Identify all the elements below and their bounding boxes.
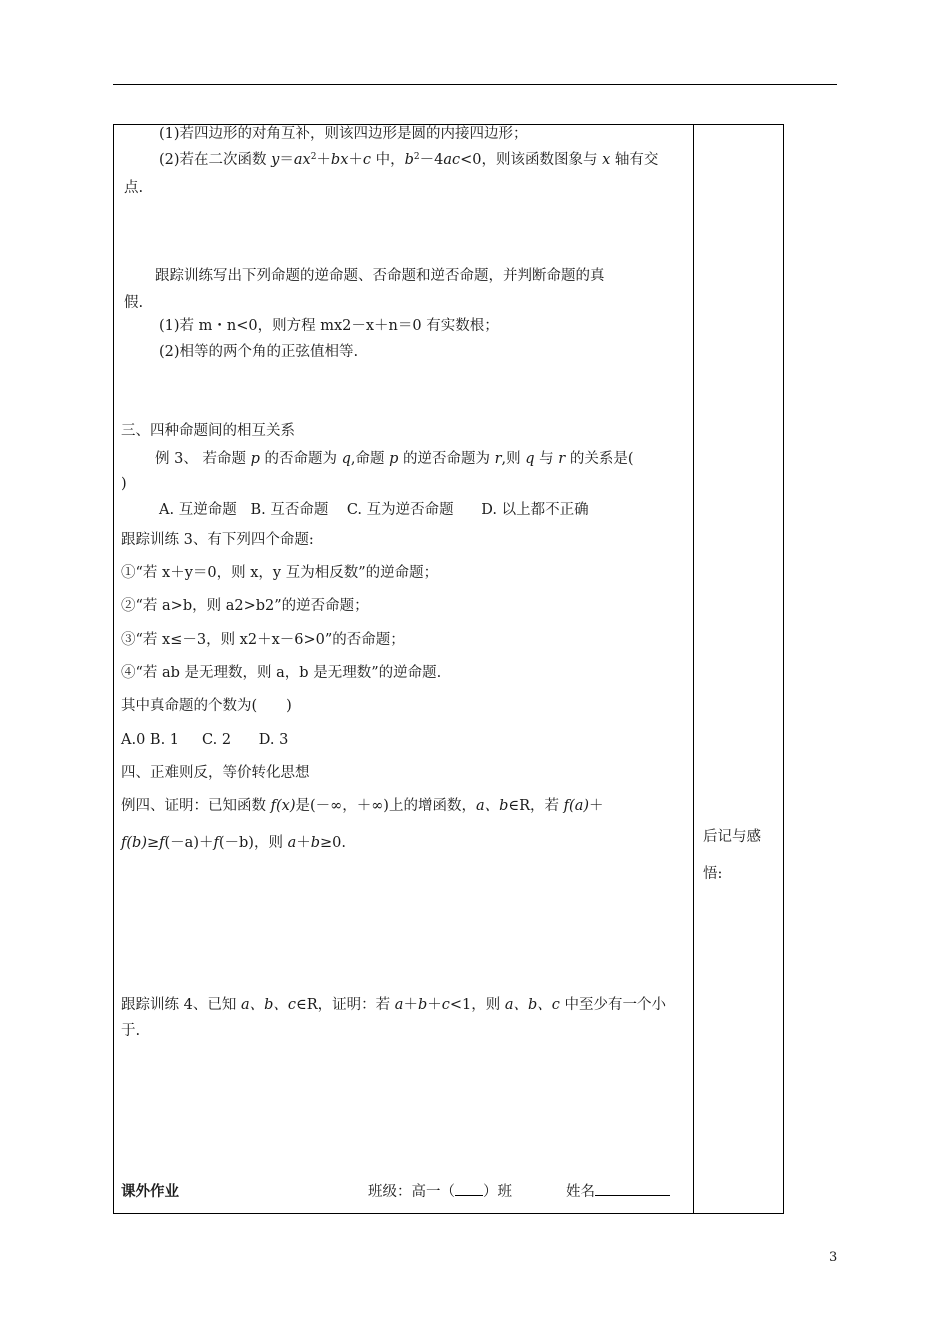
example-4-cont: f(b)≥f(－a)＋f(－b)，则 a＋b≥0. bbox=[121, 835, 347, 851]
tracking-1-item-1: (1)若 m・n<0，则方程 mx2－x＋n＝0 有实数根； bbox=[159, 318, 499, 334]
tracking-3-question: 其中真命题的个数为( ) bbox=[121, 698, 292, 714]
tracking-3-item-1: ①“若 x＋y＝0，则 x，y 互为相反数”的逆命题； bbox=[121, 565, 439, 581]
homework-label: 课外作业 bbox=[121, 1183, 179, 1200]
sidebar-notes-line-2: 悟: bbox=[703, 866, 723, 882]
tracking-1-prompt: 跟踪训练写出下列命题的逆命题、否命题和逆否命题，并判断命题的真 bbox=[155, 268, 605, 284]
class-blank bbox=[455, 1195, 483, 1196]
tracking-3-item-4: ④“若 ab 是无理数，则 a，b 是无理数”的逆命题. bbox=[121, 665, 442, 681]
question-1: (1)若四边形的对角互补，则该四边形是圆的内接四边形； bbox=[159, 126, 528, 142]
question-2: (2)若在二次函数 $y=ax^2+bx+c$ 中，$b^2-4ac<0$，则该函数图象与 x 轴有交 bbox=[159, 152, 659, 168]
class-field: 班级：高一（ ）班 bbox=[368, 1184, 512, 1200]
example-3: 例 3、 若命题 p 的否命题为 q,命题 p 的逆否命题为 r,则 q 与 r 的关系是( bbox=[155, 451, 634, 467]
tracking-3-options: A.0 B. 1 C. 2 D. 3 bbox=[121, 732, 289, 748]
example-4: 例四、证明：已知函数 f(x)是(－∞，＋∞)上的增函数，a、b∈R，若 f(a)＋ bbox=[121, 798, 604, 814]
column-divider bbox=[693, 124, 694, 1214]
tracking-3-item-2: ②“若 a>b，则 a2>b2”的逆否命题； bbox=[121, 598, 369, 614]
tracking-3-item-3: ③“若 x≤－3，则 x2＋x－6>0”的否命题； bbox=[121, 632, 405, 648]
tracking-4-cont: 于. bbox=[121, 1023, 141, 1039]
tracking-4: 跟踪训练 4、已知 a、b、c∈R，证明：若 a＋b＋c<1，则 a、b、c 中至少有一个小 bbox=[121, 997, 667, 1013]
section-4-title: 四、正难则反，等价转化思想 bbox=[121, 765, 310, 781]
name-blank bbox=[595, 1195, 670, 1196]
tracking-1-item-2: (2)相等的两个角的正弦值相等. bbox=[159, 344, 359, 360]
tracking-1-prompt-cont: 假. bbox=[124, 295, 144, 311]
header-rule bbox=[113, 84, 837, 85]
question-2-cont: 点. bbox=[124, 180, 144, 196]
name-field: 姓名 bbox=[566, 1183, 670, 1201]
example-3-cont: ) bbox=[121, 476, 127, 492]
section-3-title: 三、四种命题间的相互关系 bbox=[121, 423, 295, 439]
tracking-3-title: 跟踪训练 3、有下列四个命题: bbox=[121, 532, 314, 548]
page-number: 3 bbox=[829, 1250, 838, 1265]
sidebar-notes-line-1: 后记与感 bbox=[703, 829, 761, 845]
example-3-options: A. 互逆命题 B. 互否命题 C. 互为逆否命题 D. 以上都不正确 bbox=[159, 502, 589, 518]
